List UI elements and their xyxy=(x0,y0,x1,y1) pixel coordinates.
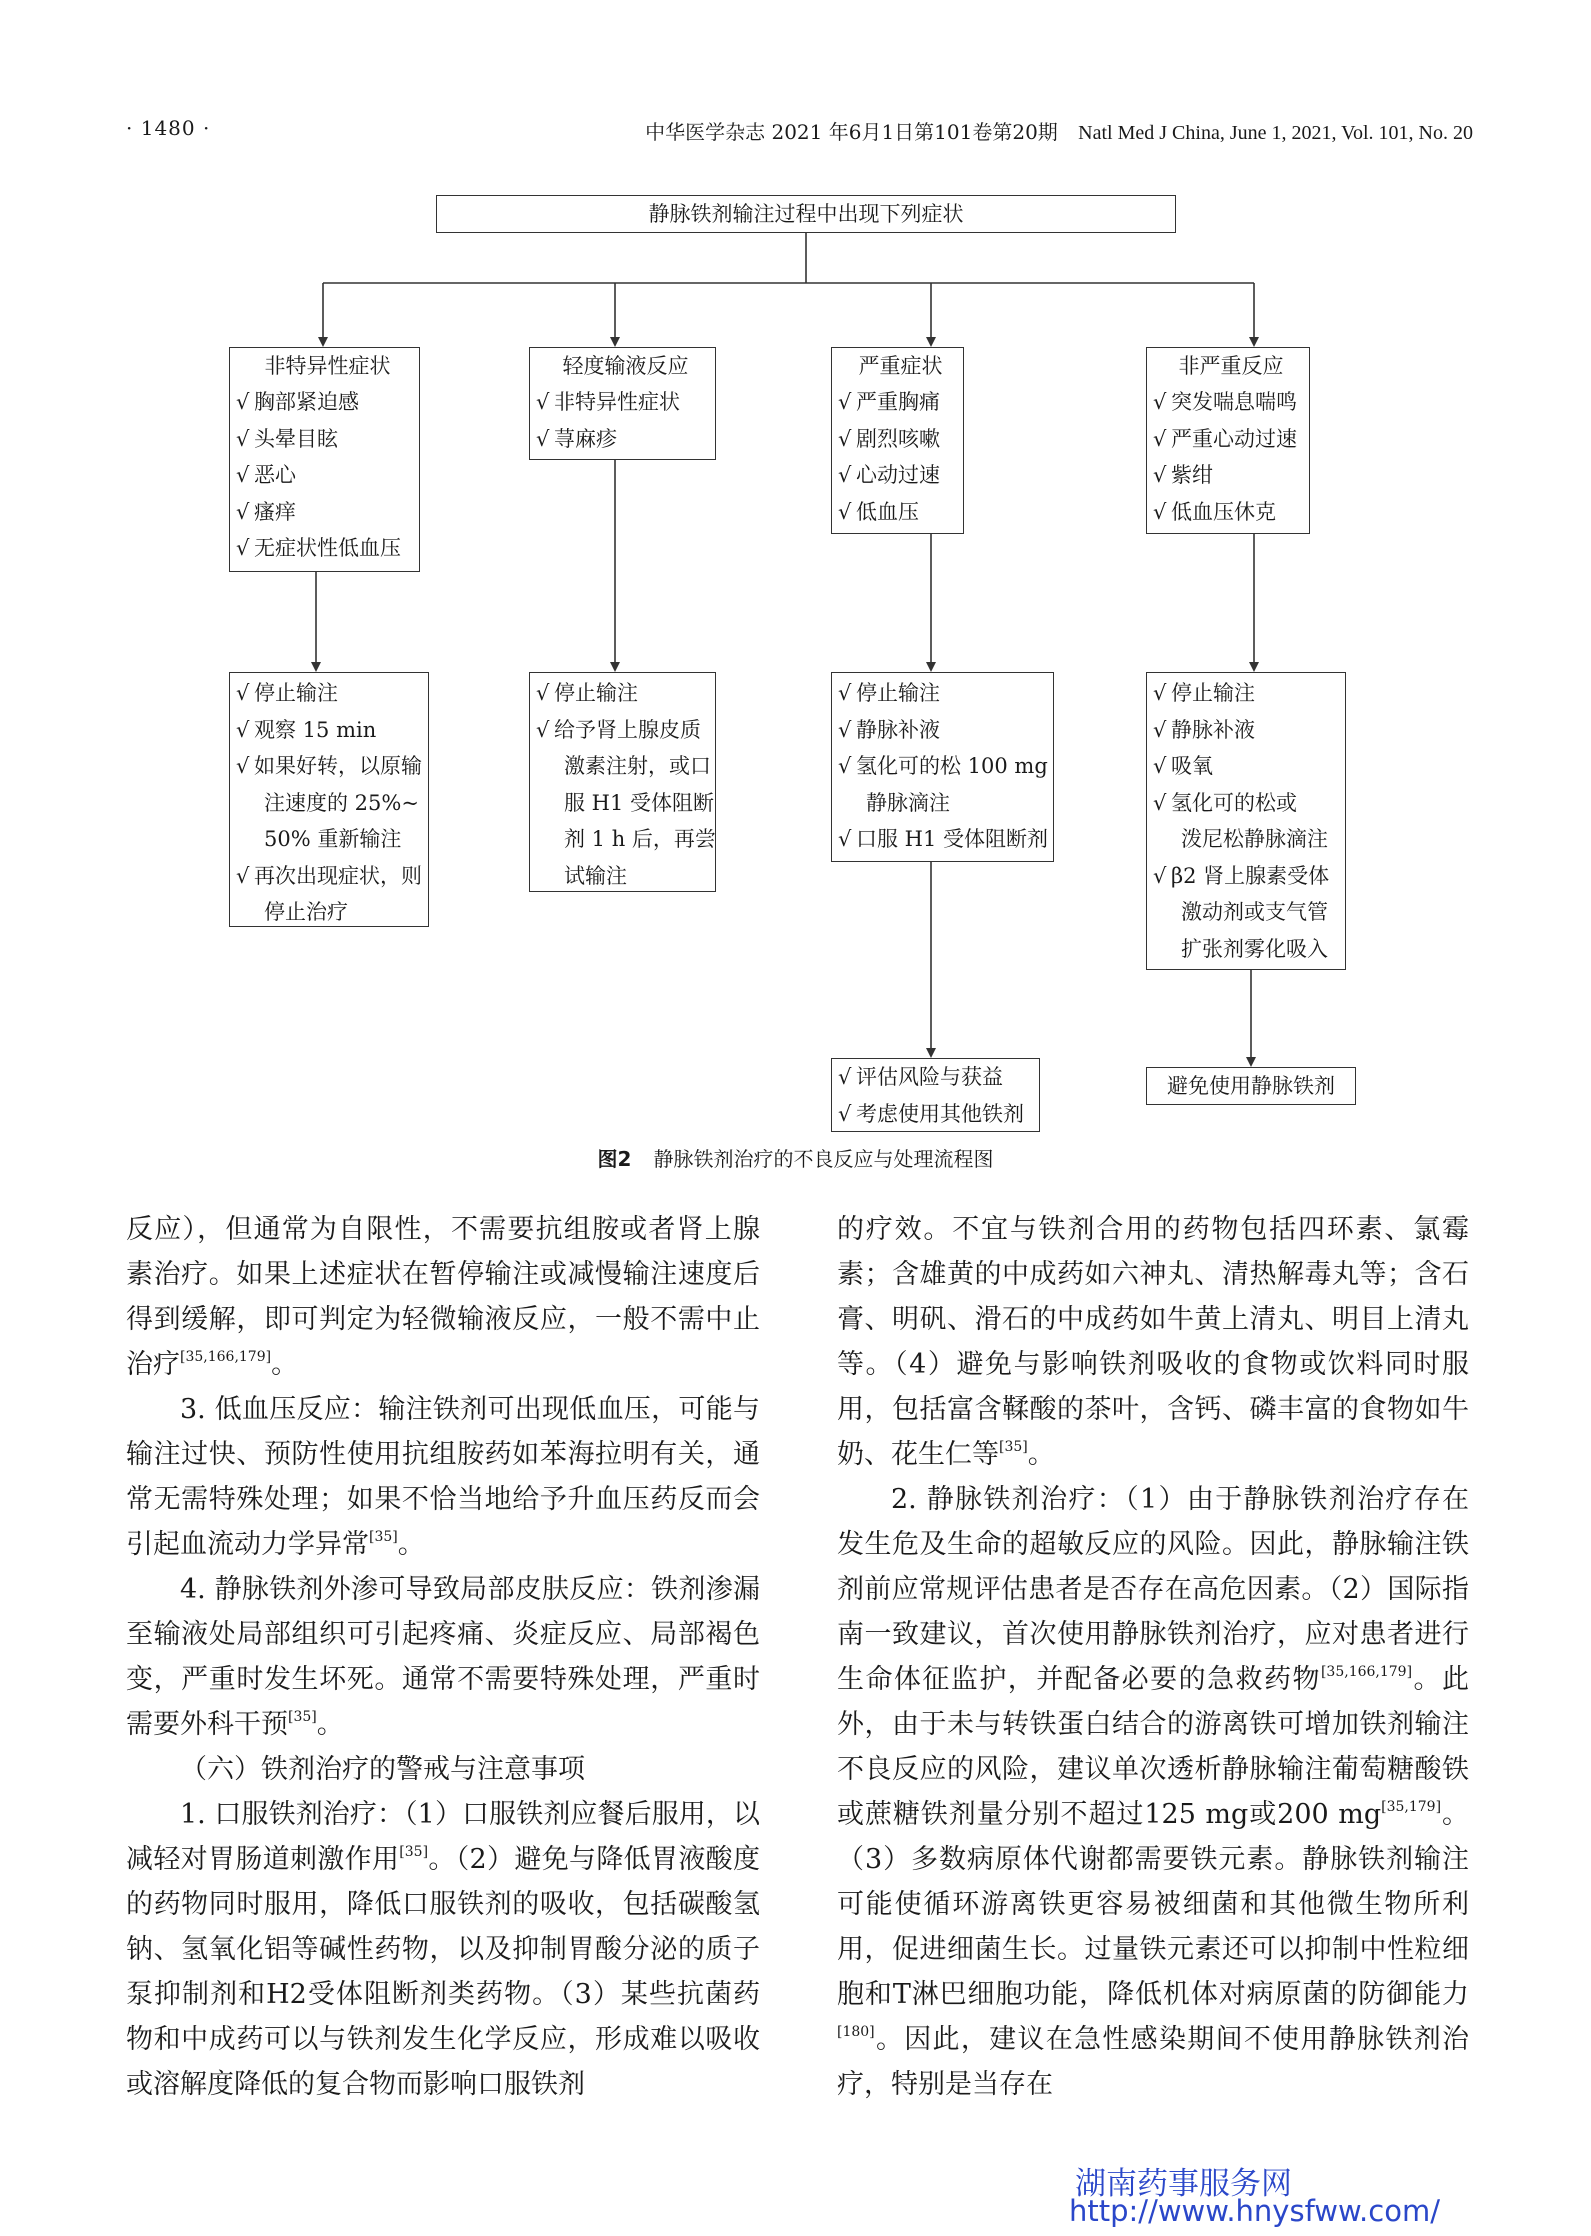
paragraph: 反应），但通常为自限性，不需要抗组胺或者肾上腺素治疗。如果上述症状在暂停输注或减慢输注速度后得到缓解，即可判定为轻微输液反应，一般不需中止治疗[35,166,179]。 xyxy=(126,1214,760,1380)
paragraph: 1. 口服铁剂治疗：（1）口服铁剂应餐后服用，以减轻对胃肠道刺激作用[35]。（2）避免与降低胃液酸度的药物同时服用，降低口服铁剂的吸收，包括碳酸氢钠、氢氧化铝等碱性药物，以及抑制胃酸分泌的质子泵抑制剂和H2受体阻断剂类药物。（3）某些抗菌药物和中成药可以与铁剂发生化学反应，形成难以吸收或溶解度降低的复合物而影响口服铁剂 xyxy=(126,1799,760,2100)
symptom-box-title: 非严重反应 xyxy=(1178,354,1284,378)
symptom-box-nonsevere xyxy=(1146,347,1310,534)
symptom-item: √ 瘙痒 xyxy=(236,499,296,524)
symptom-box-mild xyxy=(529,347,716,460)
action-item: √ 停止输注 xyxy=(838,681,940,705)
action-item-cont: 泼尼松静脉滴注 xyxy=(1181,827,1328,851)
action-item: √ β2 肾上腺素受体 xyxy=(1153,863,1330,888)
final-item: √ 评估风险与获益 xyxy=(838,1065,1003,1089)
action-item: √ 氢化可的松或 xyxy=(1153,790,1297,815)
symptom-item: √ 心动过速 xyxy=(838,463,940,487)
final-box-severe xyxy=(831,1058,1040,1132)
watermark-name: 湖南药事服务网 xyxy=(1075,2166,1292,2202)
symptom-item: √ 低血压 xyxy=(838,499,919,524)
left-column xyxy=(126,1207,760,2107)
symptom-item: √ 低血压休克 xyxy=(1153,499,1276,524)
symptom-item: √ 剧烈咳嗽 xyxy=(838,426,940,451)
symptom-box-title: 轻度输液反应 xyxy=(562,354,689,378)
action-item: √ 如果好转，以原输 xyxy=(236,754,422,778)
symptom-box-nonspecific xyxy=(229,347,420,572)
action-box-severe xyxy=(831,672,1054,862)
action-item-cont: 激动剂或支气管 xyxy=(1181,900,1328,924)
symptom-item: √ 突发喘息喘鸣 xyxy=(1153,390,1297,414)
paragraph: 4. 静脉铁剂外渗可导致局部皮肤反应：铁剂渗漏至输液处局部组织可引起疼痛、炎症反应、局部褐色变，严重时发生坏死。通常不需要特殊处理，严重时需要外科干预[35]。 xyxy=(126,1574,760,1740)
symptom-box-severe xyxy=(831,347,964,534)
paragraph: 2. 静脉铁剂治疗：（1）由于静脉铁剂治疗存在发生危及生命的超敏反应的风险。因此，静脉输注铁剂前应常规评估患者是否存在高危因素。（2）国际指南一致建议，首次使用静脉铁剂治疗，应对患者进行生命体征监护，并配备必要的急救药物[35,166,179]。此外，由于未与转铁蛋白结合的游离铁可增加铁剂输注不良反应的风险，建议单次透析静脉输注葡萄糖酸铁或蔗糖铁剂量分别不超过125 mg或200 mg[35,179]。（3）多数病原体代谢都需要铁元素。静脉铁剂输注可能使循环游离铁更容易被细菌和其他微生物所利用，促进细菌生长。过量铁元素还可以抑制中性粒细胞和T淋巴细胞功能，降低机体对病原菌的防御能力[180]。因此，建议在急性感染期间不使用静脉铁剂治疗，特别是当存在 xyxy=(837,1484,1470,2100)
action-item: √ 静脉补液 xyxy=(838,717,940,742)
final-item: √ 考虑使用其他铁剂 xyxy=(838,1101,1024,1126)
symptom-item: √ 荨麻疹 xyxy=(536,426,617,451)
action-item-cont: 服 H1 受体阻断 xyxy=(564,790,715,815)
action-item-cont: 试输注 xyxy=(564,863,627,888)
action-item-cont: 静脉滴注 xyxy=(866,790,950,815)
action-item-cont: 50% 重新输注 xyxy=(264,827,402,851)
symptom-item: √ 恶心 xyxy=(236,463,296,487)
action-item: √ 口服 H1 受体阻断剂 xyxy=(838,827,1049,851)
symptom-item: √ 紫绀 xyxy=(1153,463,1213,487)
symptom-item: √ 头晕目眩 xyxy=(236,426,338,451)
action-item: √ 停止输注 xyxy=(536,681,638,705)
symptom-box-title: 非特异性症状 xyxy=(264,354,391,378)
paragraph: 的疗效。不宜与铁剂合用的药物包括四环素、氯霉素；含雄黄的中成药如六神丸、清热解毒丸等；含石膏、明矾、滑石的中成药如牛黄上清丸、明目上清丸等。（4）避免与影响铁剂吸收的食物或饮料同时服用，包括富含鞣酸的茶叶，含钙、磷丰富的食物如牛奶、花生仁等[35]。 xyxy=(837,1214,1469,1470)
action-item: √ 停止输注 xyxy=(236,681,338,705)
figure-caption xyxy=(0,1143,1591,1172)
right-column xyxy=(837,1207,1469,2107)
paragraph: 3. 低血压反应：输注铁剂可出现低血压，可能与输注过快、预防性使用抗组胺药如苯海拉明有关，通常无需特殊处理；如果不恰当地给予升血压药反而会引起血流动力学异常[35]。 xyxy=(126,1394,760,1560)
action-item-cont: 剂 1 h 后，再尝 xyxy=(564,827,716,851)
action-item: √ 静脉补液 xyxy=(1153,717,1255,742)
page-number: · 1480 · xyxy=(126,116,211,140)
symptom-item: √ 严重心动过速 xyxy=(1153,426,1297,451)
section-heading: （六）铁剂治疗的警戒与注意事项 xyxy=(180,1754,585,1785)
symptom-box-title: 严重症状 xyxy=(858,354,943,378)
action-item: √ 观察 15 min xyxy=(236,717,377,742)
watermark-url[interactable]: http://www.hnysfww.com/ xyxy=(1069,2194,1440,2228)
action-item: √ 停止输注 xyxy=(1153,681,1255,705)
action-item: √ 氢化可的松 100 mg xyxy=(838,754,1048,778)
action-box-mild xyxy=(529,672,716,892)
journal-title-en: Natl Med J China, June 1, 2021, Vol. 101, No. 20 xyxy=(1078,122,1473,144)
action-item: √ 再次出现症状，则 xyxy=(236,863,422,888)
action-item: √ 吸氧 xyxy=(1153,754,1213,778)
action-box-nonspecific xyxy=(229,672,429,927)
symptom-item: √ 非特异性症状 xyxy=(536,390,680,414)
symptom-item: √ 严重胸痛 xyxy=(838,390,940,414)
final-box-nonsevere: 避免使用静脉铁剂 xyxy=(1146,1067,1356,1105)
action-item-cont: 扩张剂雾化吸入 xyxy=(1181,936,1328,961)
action-item-cont: 停止治疗 xyxy=(264,900,348,924)
action-item-cont: 激素注射，或口 xyxy=(564,754,711,778)
action-item: √ 给予肾上腺皮质 xyxy=(536,717,701,742)
symptom-item: √ 无症状性低血压 xyxy=(236,536,401,560)
action-box-nonsevere xyxy=(1146,672,1346,970)
figure-caption-text: 静脉铁剂治疗的不良反应与处理流程图 xyxy=(653,1147,994,1171)
flow-top-box: 静脉铁剂输注过程中出现下列症状 xyxy=(436,195,1176,233)
journal-title-cn: 中华医学杂志 2021 年6月1日第101卷第20期 xyxy=(645,120,1058,144)
figure-label: 图2 xyxy=(597,1147,632,1171)
action-item-cont: 注速度的 25%~ xyxy=(264,790,419,815)
symptom-item: √ 胸部紧迫感 xyxy=(236,390,359,414)
